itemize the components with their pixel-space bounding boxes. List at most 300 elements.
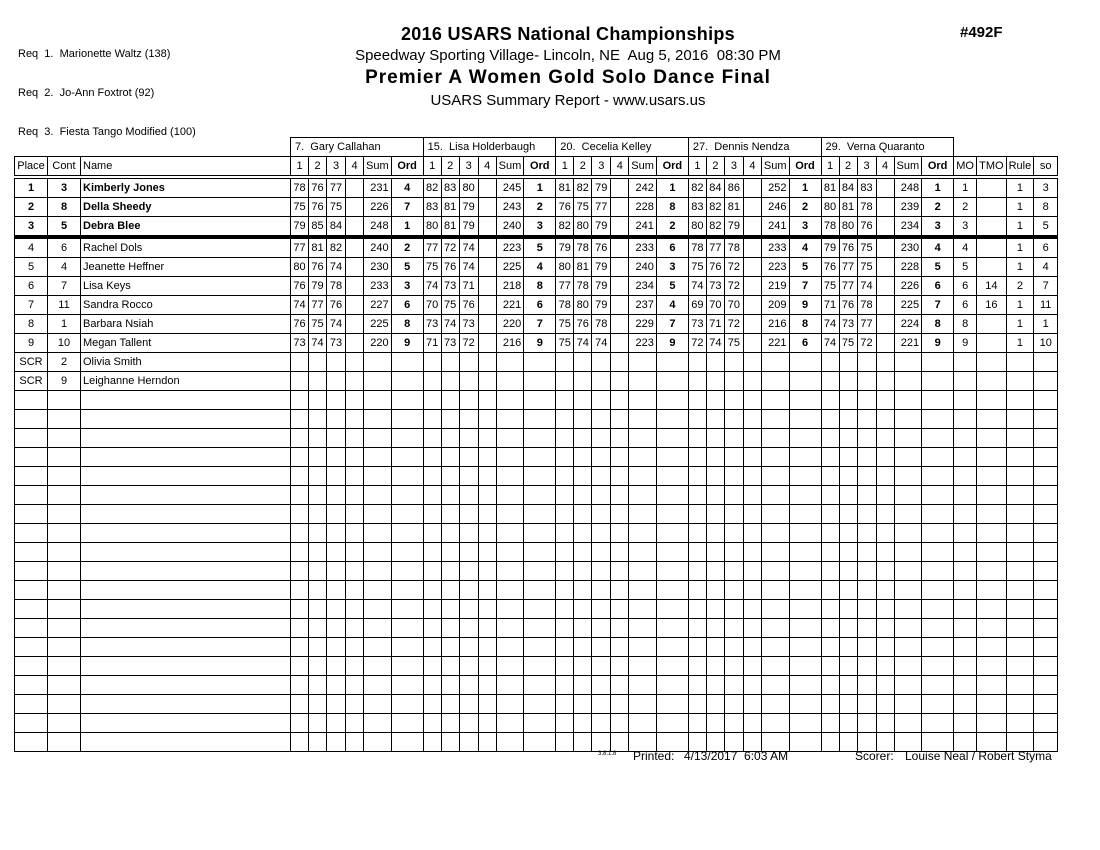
rule-cell: 1 <box>1006 296 1034 315</box>
empty-ord-cell <box>789 505 821 524</box>
empty-score-cell <box>574 600 592 619</box>
score-cell: 75 <box>556 315 574 334</box>
score-cell: 86 <box>724 177 743 198</box>
empty-stat-cell <box>977 657 1006 676</box>
score-cell <box>839 372 857 391</box>
empty-ord-cell <box>922 562 954 581</box>
score-cell: 79 <box>309 277 327 296</box>
sum-cell: 220 <box>364 334 392 353</box>
score-cell: 74 <box>706 334 724 353</box>
score-cell <box>478 353 496 372</box>
empty-ord-cell <box>391 581 423 600</box>
empty-score-cell <box>423 714 441 733</box>
ord-cell: 6 <box>789 334 821 353</box>
judge4-col-header-4: 4 <box>743 157 761 178</box>
empty-name-cell <box>81 467 291 486</box>
empty-score-cell <box>423 676 441 695</box>
score-cell <box>556 372 574 391</box>
empty-score-cell <box>556 638 574 657</box>
sum-cell: 233 <box>761 237 789 258</box>
score-cell: 74 <box>574 334 592 353</box>
event-number: #492F <box>960 24 1003 41</box>
place-cell: SCR <box>15 372 48 391</box>
score-cell <box>743 353 761 372</box>
empty-score-cell <box>821 657 839 676</box>
score-cell <box>724 372 743 391</box>
judge4-col-header-1: 1 <box>688 157 706 178</box>
empty-sum-cell <box>364 467 392 486</box>
empty-ord-cell <box>789 562 821 581</box>
judge2-col-header-3: 3 <box>459 157 478 178</box>
place-column-header: Place <box>15 157 48 178</box>
empty-ord-cell <box>922 486 954 505</box>
score-cell: 81 <box>574 258 592 277</box>
empty-sum-cell <box>496 638 524 657</box>
empty-place-cell <box>15 638 48 657</box>
empty-score-cell <box>706 467 724 486</box>
empty-sum-cell <box>629 486 657 505</box>
sum-cell: 248 <box>894 177 922 198</box>
empty-score-cell <box>459 581 478 600</box>
ord-cell: 4 <box>391 177 423 198</box>
empty-score-cell <box>611 714 629 733</box>
empty-score-cell <box>743 543 761 562</box>
empty-sum-cell <box>364 676 392 695</box>
judge5-col-header-4: 4 <box>876 157 894 178</box>
empty-score-cell <box>346 543 364 562</box>
name-cell: Rachel Dols <box>81 237 291 258</box>
score-cell <box>876 237 894 258</box>
score-cell <box>688 372 706 391</box>
empty-score-cell <box>611 467 629 486</box>
empty-score-cell <box>857 600 876 619</box>
empty-place-cell <box>15 562 48 581</box>
mo-cell: 6 <box>954 277 977 296</box>
score-cell: 70 <box>724 296 743 315</box>
rule-cell <box>1006 353 1034 372</box>
tmo-cell <box>977 198 1006 217</box>
judge-header-1: 7. Gary Callahan <box>291 138 424 157</box>
empty-score-cell <box>327 619 346 638</box>
ord-cell: 9 <box>656 334 688 353</box>
score-cell <box>291 372 309 391</box>
empty-sum-cell <box>496 543 524 562</box>
empty-cont-cell <box>48 524 81 543</box>
empty-ord-cell <box>789 600 821 619</box>
so-column-header: so <box>1034 157 1058 178</box>
score-cell <box>574 372 592 391</box>
score-cell: 81 <box>821 177 839 198</box>
empty-stat-cell <box>954 467 977 486</box>
report-header <box>36 24 1100 109</box>
so-cell: 8 <box>1034 198 1058 217</box>
empty-stat-cell <box>977 410 1006 429</box>
empty-score-cell <box>574 448 592 467</box>
empty-sum-cell <box>894 429 922 448</box>
judge-header-4: 27. Dennis Nendza <box>688 138 821 157</box>
empty-score-cell <box>441 676 459 695</box>
sum-cell: 240 <box>364 237 392 258</box>
empty-score-cell <box>574 391 592 410</box>
name-cell: Leighanne Herndon <box>81 372 291 391</box>
empty-score-cell <box>688 391 706 410</box>
empty-score-cell <box>423 638 441 657</box>
empty-score-cell <box>839 600 857 619</box>
empty-score-cell <box>724 467 743 486</box>
empty-score-cell <box>876 429 894 448</box>
empty-stat-cell <box>1006 714 1034 733</box>
empty-score-cell <box>839 524 857 543</box>
score-cell: 73 <box>459 315 478 334</box>
score-cell <box>478 237 496 258</box>
score-cell: 77 <box>706 237 724 258</box>
empty-score-cell <box>346 638 364 657</box>
empty-stat-cell <box>1006 657 1034 676</box>
mo-cell: 9 <box>954 334 977 353</box>
score-cell: 73 <box>441 334 459 353</box>
ord-cell <box>391 372 423 391</box>
empty-name-cell <box>81 543 291 562</box>
empty-stat-cell <box>1034 638 1058 657</box>
score-cell: 83 <box>688 198 706 217</box>
empty-score-cell <box>611 600 629 619</box>
empty-ord-cell <box>922 410 954 429</box>
ord-cell: 1 <box>524 177 556 198</box>
empty-ord-cell <box>922 657 954 676</box>
so-cell: 10 <box>1034 334 1058 353</box>
empty-score-cell <box>724 486 743 505</box>
score-cell: 74 <box>327 315 346 334</box>
empty-score-cell <box>291 619 309 638</box>
cont-column-header: Cont <box>48 157 81 178</box>
empty-sum-cell <box>629 505 657 524</box>
empty-name-cell <box>81 657 291 676</box>
empty-score-cell <box>346 410 364 429</box>
empty-ord-cell <box>524 695 556 714</box>
empty-score-cell <box>423 486 441 505</box>
empty-stat-cell <box>1034 410 1058 429</box>
name-column-header: Name <box>81 157 291 178</box>
empty-sum-cell <box>496 733 524 752</box>
place-cell: 3 <box>15 217 48 238</box>
score-cell: 81 <box>441 198 459 217</box>
empty-sum-cell <box>761 524 789 543</box>
ord-cell: 9 <box>789 296 821 315</box>
empty-score-cell <box>611 391 629 410</box>
empty-score-cell <box>459 448 478 467</box>
empty-stat-cell <box>1034 429 1058 448</box>
sum-cell: 218 <box>496 277 524 296</box>
empty-score-cell <box>459 733 478 752</box>
empty-ord-cell <box>656 657 688 676</box>
empty-score-cell <box>309 581 327 600</box>
tmo-cell: 14 <box>977 277 1006 296</box>
empty-score-cell <box>743 676 761 695</box>
empty-score-cell <box>291 638 309 657</box>
empty-score-cell <box>876 448 894 467</box>
empty-score-cell <box>327 581 346 600</box>
empty-score-cell <box>309 448 327 467</box>
empty-stat-cell <box>954 581 977 600</box>
tmo-cell <box>977 315 1006 334</box>
score-cell: 73 <box>327 334 346 353</box>
sum-cell: 241 <box>761 217 789 238</box>
name-cell: Megan Tallent <box>81 334 291 353</box>
name-cell: Sandra Rocco <box>81 296 291 315</box>
sum-cell: 225 <box>364 315 392 334</box>
empty-score-cell <box>423 448 441 467</box>
empty-ord-cell <box>391 543 423 562</box>
empty-score-cell <box>574 486 592 505</box>
empty-score-cell <box>611 581 629 600</box>
sum-cell <box>761 353 789 372</box>
empty-cont-cell <box>48 581 81 600</box>
empty-grid-row <box>15 391 1058 410</box>
empty-score-cell <box>291 600 309 619</box>
score-cell: 79 <box>556 237 574 258</box>
empty-ord-cell <box>391 714 423 733</box>
empty-score-cell <box>423 505 441 524</box>
empty-score-cell <box>346 562 364 581</box>
score-cell: 71 <box>423 334 441 353</box>
judge5-ord-header: Ord <box>922 157 954 178</box>
empty-place-cell <box>15 581 48 600</box>
cont-cell: 11 <box>48 296 81 315</box>
sum-cell: 224 <box>894 315 922 334</box>
score-cell <box>611 258 629 277</box>
mo-cell: 6 <box>954 296 977 315</box>
empty-sum-cell <box>629 410 657 429</box>
so-cell: 11 <box>1034 296 1058 315</box>
ord-cell: 6 <box>391 296 423 315</box>
judge1-ord-header: Ord <box>391 157 423 178</box>
mo-cell: 8 <box>954 315 977 334</box>
empty-score-cell <box>706 600 724 619</box>
results-table-body <box>15 138 1058 752</box>
place-cell: 1 <box>15 177 48 198</box>
empty-score-cell <box>821 619 839 638</box>
empty-score-cell <box>876 467 894 486</box>
place-cell: 8 <box>15 315 48 334</box>
empty-score-cell <box>821 733 839 752</box>
ord-cell <box>524 353 556 372</box>
empty-score-cell <box>611 638 629 657</box>
empty-cont-cell <box>48 505 81 524</box>
empty-score-cell <box>478 581 496 600</box>
empty-sum-cell <box>761 657 789 676</box>
scorer-label: Scorer: <box>855 749 894 763</box>
sum-cell: 227 <box>364 296 392 315</box>
ord-cell: 7 <box>391 198 423 217</box>
empty-score-cell <box>309 562 327 581</box>
empty-score-cell <box>857 391 876 410</box>
score-cell: 79 <box>291 217 309 238</box>
empty-stat-cell <box>1034 581 1058 600</box>
empty-score-cell <box>724 543 743 562</box>
empty-name-cell <box>81 429 291 448</box>
empty-ord-cell <box>656 448 688 467</box>
score-cell <box>441 372 459 391</box>
empty-score-cell <box>459 619 478 638</box>
empty-sum-cell <box>894 714 922 733</box>
empty-score-cell <box>423 562 441 581</box>
score-cell <box>441 353 459 372</box>
score-cell: 74 <box>459 258 478 277</box>
ord-cell: 7 <box>789 277 821 296</box>
empty-stat-cell <box>977 638 1006 657</box>
rule-cell: 1 <box>1006 177 1034 198</box>
ord-cell: 4 <box>656 296 688 315</box>
empty-ord-cell <box>922 619 954 638</box>
empty-score-cell <box>857 695 876 714</box>
score-cell: 74 <box>441 315 459 334</box>
empty-score-cell <box>611 619 629 638</box>
empty-score-cell <box>839 391 857 410</box>
empty-score-cell <box>478 733 496 752</box>
score-cell: 81 <box>556 177 574 198</box>
score-cell: 75 <box>839 334 857 353</box>
score-cell: 82 <box>574 177 592 198</box>
empty-sum-cell <box>364 524 392 543</box>
empty-score-cell <box>574 714 592 733</box>
empty-grid-row <box>15 600 1058 619</box>
empty-score-cell <box>574 733 592 752</box>
empty-sum-cell <box>761 695 789 714</box>
empty-score-cell <box>574 429 592 448</box>
empty-score-cell <box>478 657 496 676</box>
tmo-cell <box>977 334 1006 353</box>
empty-ord-cell <box>524 505 556 524</box>
score-cell <box>478 198 496 217</box>
empty-stat-cell <box>1034 600 1058 619</box>
empty-place-cell <box>15 695 48 714</box>
so-cell: 5 <box>1034 217 1058 238</box>
empty-stat-cell <box>1034 714 1058 733</box>
ord-cell: 1 <box>391 217 423 238</box>
judge1-col-header-1: 1 <box>291 157 309 178</box>
score-cell: 79 <box>459 198 478 217</box>
score-cell: 78 <box>574 237 592 258</box>
empty-score-cell <box>459 562 478 581</box>
sum-cell: 216 <box>761 315 789 334</box>
rule-cell: 1 <box>1006 198 1034 217</box>
empty-ord-cell <box>789 657 821 676</box>
empty-score-cell <box>459 600 478 619</box>
score-cell <box>478 372 496 391</box>
scorer-names: Louise Neal / Robert Styma <box>905 749 1052 763</box>
empty-score-cell <box>291 581 309 600</box>
empty-score-cell <box>876 410 894 429</box>
empty-score-cell <box>459 410 478 429</box>
score-cell: 74 <box>592 334 611 353</box>
empty-score-cell <box>346 486 364 505</box>
empty-name-cell <box>81 619 291 638</box>
empty-score-cell <box>611 676 629 695</box>
empty-score-cell <box>423 695 441 714</box>
empty-sum-cell <box>496 676 524 695</box>
empty-score-cell <box>839 714 857 733</box>
empty-score-cell <box>441 638 459 657</box>
score-cell <box>611 296 629 315</box>
empty-score-cell <box>441 391 459 410</box>
empty-score-cell <box>346 429 364 448</box>
empty-score-cell <box>327 638 346 657</box>
score-cell: 73 <box>423 315 441 334</box>
score-cell <box>478 296 496 315</box>
empty-score-cell <box>821 410 839 429</box>
empty-score-cell <box>441 448 459 467</box>
empty-ord-cell <box>391 467 423 486</box>
empty-place-cell <box>15 486 48 505</box>
empty-ord-cell <box>391 505 423 524</box>
mo-cell: 1 <box>954 177 977 198</box>
ord-cell <box>922 353 954 372</box>
score-cell: 75 <box>821 277 839 296</box>
judge1-col-header-3: 3 <box>327 157 346 178</box>
empty-score-cell <box>611 448 629 467</box>
tmo-cell <box>977 217 1006 238</box>
judge1-col-header-2: 2 <box>309 157 327 178</box>
empty-sum-cell <box>761 619 789 638</box>
sum-cell <box>629 353 657 372</box>
empty-score-cell <box>327 505 346 524</box>
score-cell <box>346 277 364 296</box>
empty-grid-row <box>15 733 1058 752</box>
empty-score-cell <box>876 600 894 619</box>
score-cell <box>327 353 346 372</box>
judge4-col-header-sum: Sum <box>761 157 789 178</box>
empty-score-cell <box>478 562 496 581</box>
empty-score-cell <box>441 619 459 638</box>
empty-stat-cell <box>1034 391 1058 410</box>
empty-ord-cell <box>656 695 688 714</box>
score-cell <box>611 372 629 391</box>
score-cell: 80 <box>556 258 574 277</box>
empty-ord-cell <box>656 486 688 505</box>
score-cell <box>876 334 894 353</box>
empty-score-cell <box>423 410 441 429</box>
score-cell: 74 <box>688 277 706 296</box>
score-cell: 78 <box>688 237 706 258</box>
score-cell: 73 <box>688 315 706 334</box>
empty-score-cell <box>556 543 574 562</box>
score-cell: 79 <box>459 217 478 238</box>
score-cell <box>743 177 761 198</box>
sum-cell: 240 <box>496 217 524 238</box>
empty-score-cell <box>839 543 857 562</box>
empty-ord-cell <box>391 562 423 581</box>
rule-column-header: Rule <box>1006 157 1034 178</box>
empty-score-cell <box>478 505 496 524</box>
ord-cell: 1 <box>922 177 954 198</box>
empty-score-cell <box>291 524 309 543</box>
empty-score-cell <box>876 657 894 676</box>
score-cell: 76 <box>556 198 574 217</box>
so-cell: 1 <box>1034 315 1058 334</box>
empty-place-cell <box>15 657 48 676</box>
score-cell: 72 <box>724 258 743 277</box>
empty-score-cell <box>423 657 441 676</box>
empty-sum-cell <box>364 448 392 467</box>
result-row <box>15 237 1058 258</box>
empty-score-cell <box>611 733 629 752</box>
result-row <box>15 177 1058 198</box>
empty-score-cell <box>327 714 346 733</box>
sum-cell: 242 <box>629 177 657 198</box>
empty-score-cell <box>346 676 364 695</box>
rule-cell: 2 <box>1006 277 1034 296</box>
empty-score-cell <box>592 524 611 543</box>
